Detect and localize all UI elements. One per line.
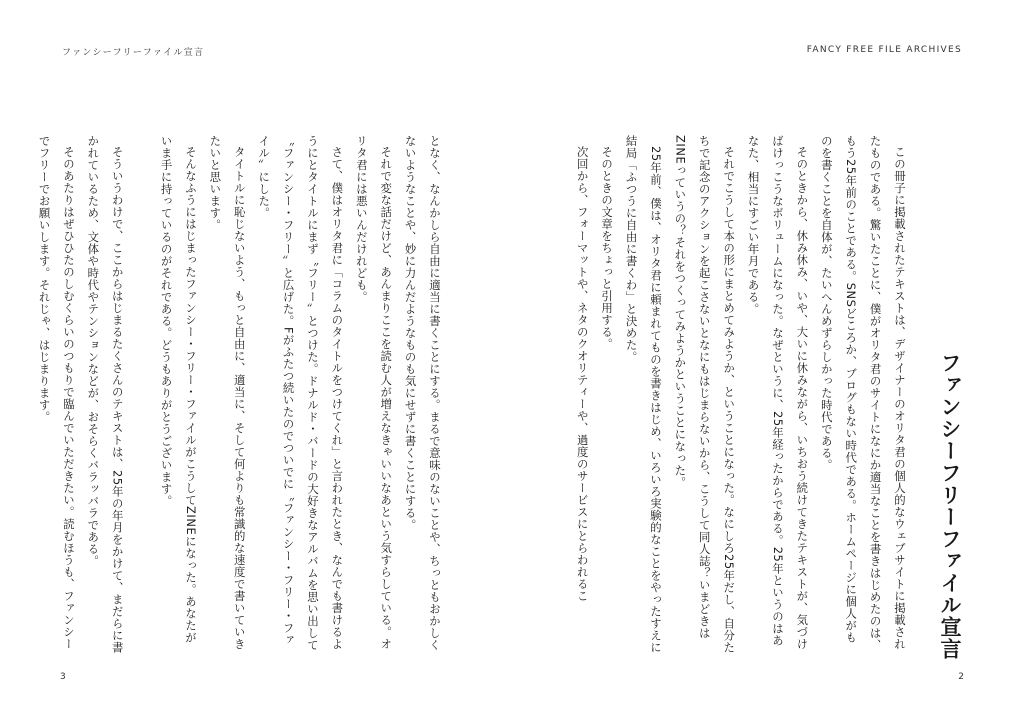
paragraph: 25年前、僕は、オリタ君に頼まれてものを書きはじめ、いろいろ実験的なことをやったすえに結局「ふつうに自由に書くわ」と決めた。: [624, 135, 663, 655]
quoted-paragraph: 次回から、フォーマットや、ネタのクオリティーや、過度のサービスにとらわれるこ: [575, 146, 590, 603]
paragraph: そのあたりはぜひひたのしむくらいのつもりで臨んでいただきたい。読むほうも、ファンシーでフリーでお願いします。それじゃ、はじまります。: [37, 135, 76, 651]
page-number-left: 3: [60, 672, 66, 682]
right-page-body: [432, 135, 912, 655]
paragraph: そういうわけで、ここからはじまるたくさんのテキストは、25年の年月をかけて、まだらに書かれているため、文体や時代やテンションなどが、おそらくバラッバラである。: [86, 135, 125, 655]
running-header-left: ファンシーフリーファイル宣言: [62, 48, 205, 58]
page-number-right: 2: [958, 672, 964, 682]
left-page-body: [27, 135, 447, 655]
quoted-paragraph: さて、僕はオリタ君に「コラムのタイトルをつけてくれ」と言われたとき、なんでも書けるようにとタイトルにまず〝フリー〟とつけた。ドナルド・バードの大好きなアルバムを思い出して〝ファンシー・フリー〟と広げた。Fがふたつ続いたのでついでに〝ファンシー・フリー・ファイル〟にした。: [257, 135, 345, 651]
page-title: ファンシーフリーファイル宣言: [938, 352, 962, 660]
paragraph: そのときから、休み休み、いや、大いに休みながら、いちおう続けてきたテキストが、気づけばけっこうなボリュームになった。なぜというに、25年経ったからである。25年というのはあなた、相当にすごい年月である。: [746, 135, 810, 651]
paragraph: それでこうして本の形にまとめてみようか、ということになった。なにしろ25年だし、自分たちで記念のアクションを起こさないとなにもはじまらないから、こうして同人誌？いまどきはZINEっていうの？それをつくってみようかということになった。: [673, 135, 737, 655]
paragraph: そのときの文章をちょっと引用する。: [600, 146, 615, 351]
quoted-paragraph: それで変な話だけど、あんまりここを読む人が増えなきゃいいなあという気すらしている。オリタ君には悪いんだけれども。: [354, 135, 394, 651]
paragraph: この冊子に掲載されたテキストは、デザイナーのオリタ君の個人的なウェブサイトに掲載されたものである。驚いたことに、僕がオリタ君のサイトになにか適当なことを書きはじめたのは、もう25年前のことである。SNSどころか、ブログもない時代である。ホームページに個人がものを書くことを自体が、たいへんめずらしかった時代である。: [819, 135, 907, 651]
running-header-right: FANCY FREE FILE ARCHIVES: [806, 45, 962, 55]
quoted-paragraph: となく、なんかしら自由に適当に書くことにする。まるで意味のないことや、ちっともおかしくないようなことや、妙に力んだようなものも気にせずに書くことにする。: [403, 135, 442, 651]
quoted-paragraph: タイトルに恥じないよう、もっと自由に、適当に、そして何よりも常識的な速度で書いていきたいと思います。: [208, 135, 247, 651]
paragraph: そんなふうにはじまったファンシー・フリー・ファイルがこうしてZINEになった。あなたがいま手に持っているのがそれである。どうもありがとうございます。: [159, 135, 198, 644]
